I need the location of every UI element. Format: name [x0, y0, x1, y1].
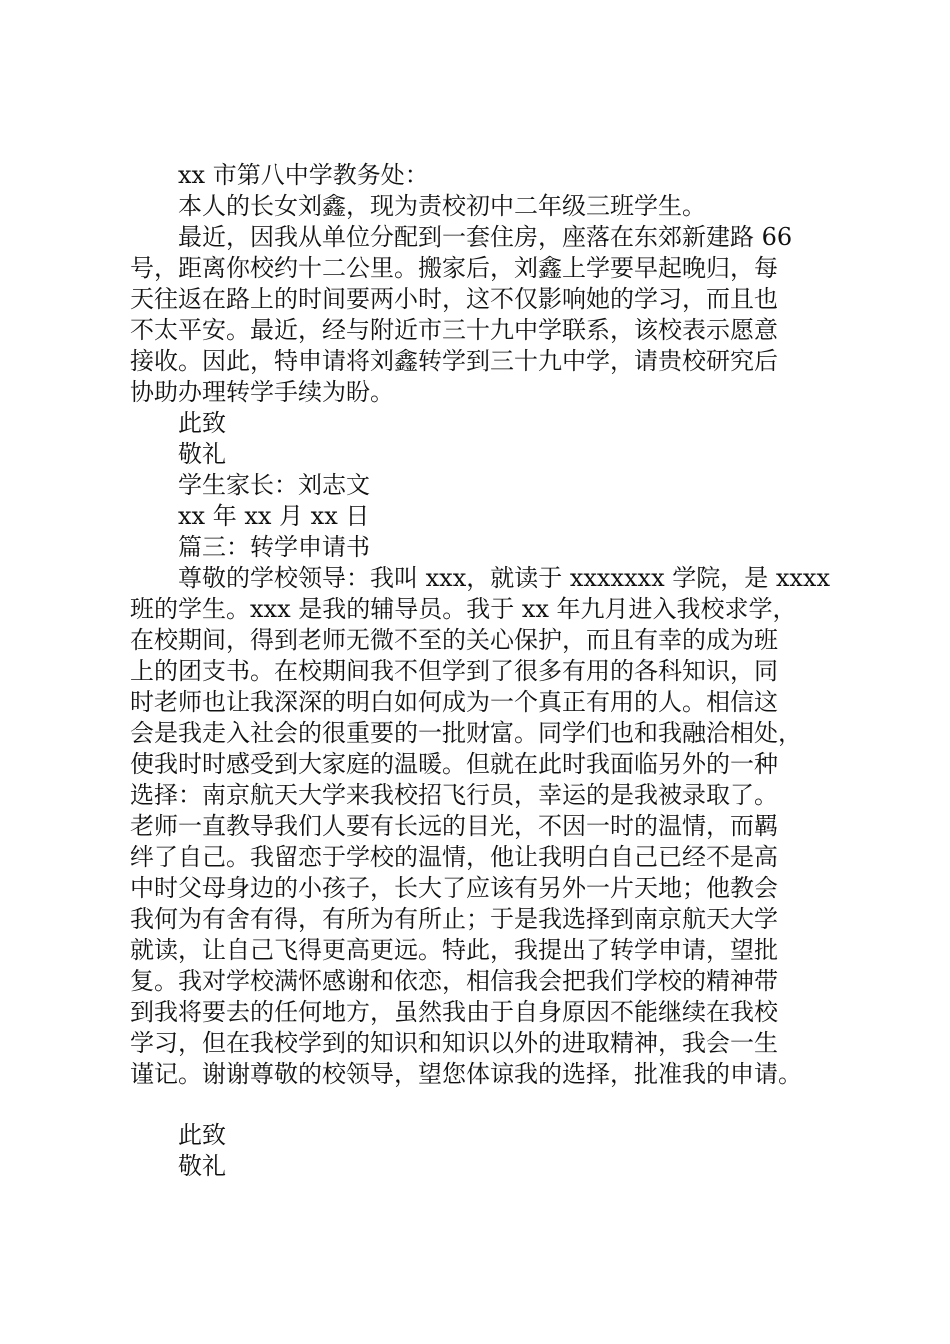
- body-line: 学习，但在我校学到的知识和知识以外的进取精神，我会一生: [130, 1029, 778, 1057]
- intro-paragraph: 本人的长女刘鑫，现为责校初中二年级三班学生。: [178, 192, 706, 220]
- closing-jingli-2: 敬礼: [178, 1152, 226, 1180]
- body-line: 使我时时感受到大家庭的温暖。但就在此时我面临另外的一种: [130, 750, 778, 778]
- closing-cizhi: 此致: [178, 409, 226, 437]
- closing-jingli: 敬礼: [178, 440, 226, 468]
- body-line: 谨记。谢谢尊敬的校领导，望您体谅我的选择，批准我的申请。: [130, 1060, 802, 1088]
- body-line: 时老师也让我深深的明白如何成为一个真正有用的人。相信这: [130, 688, 778, 716]
- body-line: 号，距离你校约十二公里。搬家后，刘鑫上学要早起晚归，每: [130, 254, 778, 282]
- body-line: 天往返在路上的时间要两小时，这不仅影响她的学习，而且也: [130, 285, 778, 313]
- body-line: 中时父母身边的小孩子，长大了应该有另外一片天地；他教会: [130, 874, 778, 902]
- body-line: 老师一直教导我们人要有长远的目光，不因一时的温情，而羁: [130, 812, 778, 840]
- body-line: 在校期间，得到老师无微不至的关心保护，而且有幸的成为班: [130, 626, 778, 654]
- body-line: 协助办理转学手续为盼。: [130, 378, 394, 406]
- body-line: 绊了自己。我留恋于学校的温情，他让我明白自己已经不是高: [130, 843, 778, 871]
- body-line: 复。我对学校满怀感谢和依恋，相信我会把我们学校的精神带: [130, 967, 778, 995]
- body-line: 班的学生。xxx 是我的辅导员。我于 xx 年九月进入我校求学，: [130, 595, 797, 623]
- closing-cizhi-2: 此致: [178, 1121, 226, 1149]
- body-line: 会是我走入社会的很重要的一批财富。同学们也和我融洽相处，: [130, 719, 802, 747]
- document-page: [130, 160, 830, 1182]
- paragraph-gap: [130, 1090, 830, 1120]
- body-line: 尊敬的学校领导：我叫 xxx，就读于 xxxxxxx 学院，是 xxxx: [178, 564, 831, 592]
- body-line: 到我将要去的任何地方，虽然我由于自身原因不能继续在我校: [130, 998, 778, 1026]
- salutation: xx 市第八中学教务处：: [178, 161, 429, 189]
- body-line: 我何为有舍有得，有所为有所止；于是我选择到南京航天大学: [130, 905, 778, 933]
- body-line: 选择：南京航天大学来我校招飞行员，幸运的是我被录取了。: [130, 781, 778, 809]
- body-line: 最近，因我从单位分配到一套住房，座落在东郊新建路 66: [178, 223, 793, 251]
- body-line: 接收。因此，特申请将刘鑫转学到三十九中学，请贵校研究后: [130, 347, 778, 375]
- body-line: 就读，让自己飞得更高更远。特此，我提出了转学申请，望批: [130, 936, 778, 964]
- signer: 学生家长：刘志文: [178, 471, 370, 499]
- body-line: 不太平安。最近，经与附近市三十九中学联系，该校表示愿意: [130, 316, 778, 344]
- date: xx 年 xx 月 xx 日: [178, 502, 370, 530]
- body-line: 上的团支书。在校期间我不但学到了很多有用的各科知识，同: [130, 657, 778, 685]
- section-title: 篇三：转学申请书: [178, 533, 370, 561]
